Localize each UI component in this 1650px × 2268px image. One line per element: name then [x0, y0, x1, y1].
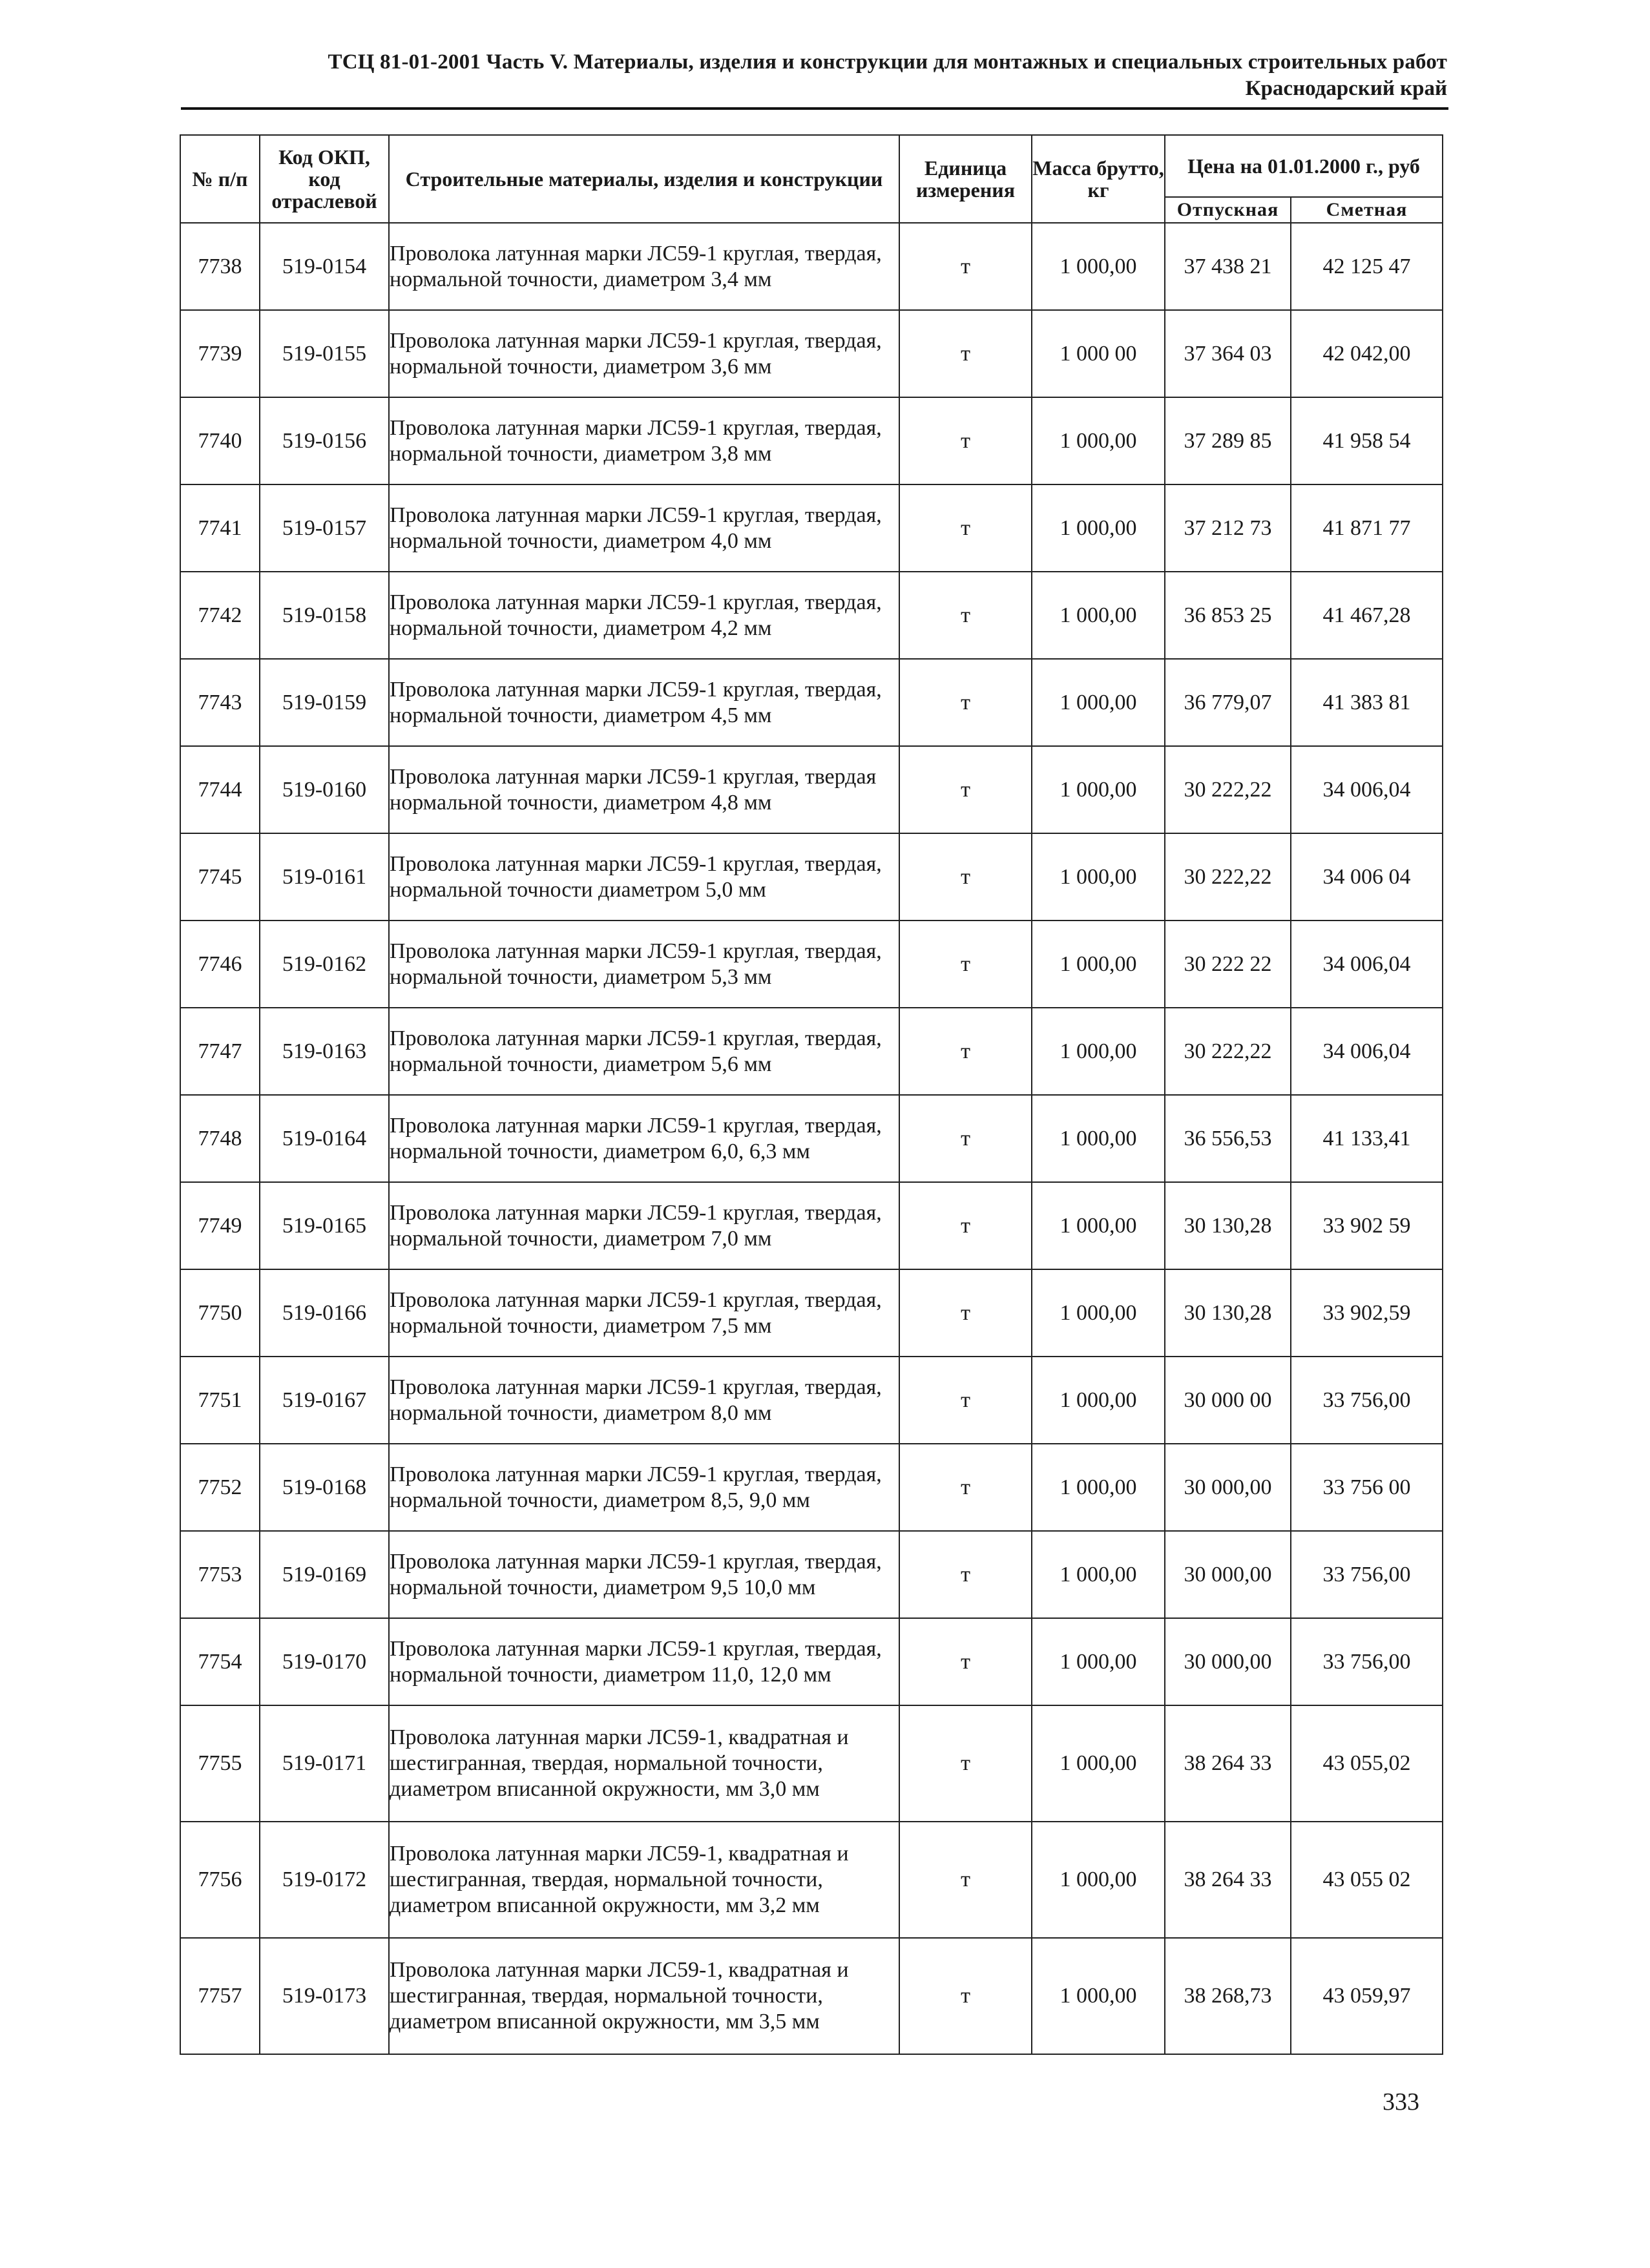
price-release: 30 130,28	[1165, 1269, 1291, 1357]
material-name: Проволока латунная марки ЛС59-1 круглая, твердая, нормальной точности, диаметром 7,5 мм	[389, 1269, 899, 1357]
table-row	[180, 1822, 1443, 1938]
okp-code: 519-0169	[260, 1531, 389, 1618]
row-number: 7738	[180, 223, 260, 310]
material-name: Проволока латунная марки ЛС59-1 круглая, твердая, нормальной точности, диаметром 9,5 10,0 мм	[389, 1531, 899, 1618]
material-name: Проволока латунная марки ЛС59-1 круглая, твердая, нормальной точности, диаметром 5,3 мм	[389, 921, 899, 1008]
material-name: Проволока латунная марки ЛС59-1 круглая, твердая, нормальной точности, диаметром 7,0 мм	[389, 1182, 899, 1269]
gross-mass: 1 000,00	[1032, 1357, 1165, 1444]
okp-code: 519-0170	[260, 1618, 389, 1705]
gross-mass: 1 000,00	[1032, 1531, 1165, 1618]
unit: т	[899, 1357, 1032, 1444]
row-number: 7741	[180, 484, 260, 572]
material-name: Проволока латунная марки ЛС59-1 круглая, твердая, нормальной точности, диаметром 8,5, 9,0 мм	[389, 1444, 899, 1531]
unit: т	[899, 1182, 1032, 1269]
price-estimate: 34 006,04	[1291, 746, 1443, 833]
okp-code: 519-0168	[260, 1444, 389, 1531]
price-estimate: 42 042,00	[1291, 310, 1443, 397]
material-name: Проволока латунная марки ЛС59-1 круглая, твердая, нормальной точности диаметром 5,0 мм	[389, 833, 899, 921]
price-release: 30 222,22	[1165, 746, 1291, 833]
price-release: 37 438 21	[1165, 223, 1291, 310]
material-name: Проволока латунная марки ЛС59-1, квадратная и шестигранная, твердая, нормальной точности, диаметром вписанной окружности, мм 3,5 мм	[389, 1938, 899, 2054]
material-name: Проволока латунная марки ЛС59-1 круглая, твердая, нормальной точности, диаметром 4,0 мм	[389, 484, 899, 572]
gross-mass: 1 000,00	[1032, 223, 1165, 310]
price-release: 30 222,22	[1165, 1008, 1291, 1095]
price-release: 36 556,53	[1165, 1095, 1291, 1182]
okp-code: 519-0162	[260, 921, 389, 1008]
material-name: Проволока латунная марки ЛС59-1 круглая, твердая, нормальной точности, диаметром 3,4 мм	[389, 223, 899, 310]
unit: т	[899, 659, 1032, 746]
unit: т	[899, 1705, 1032, 1822]
column-header-unit: Единица измерения	[899, 135, 1032, 223]
table-row	[180, 1531, 1443, 1618]
unit: т	[899, 1269, 1032, 1357]
price-estimate: 33 756,00	[1291, 1618, 1443, 1705]
material-name: Проволока латунная марки ЛС59-1 круглая, твердая, нормальной точности, диаметром 3,6 мм	[389, 310, 899, 397]
table-row	[180, 223, 1443, 310]
price-estimate: 33 756,00	[1291, 1531, 1443, 1618]
row-number: 7745	[180, 833, 260, 921]
table-row	[180, 1938, 1443, 2054]
price-release: 36 853 25	[1165, 572, 1291, 659]
gross-mass: 1 000,00	[1032, 484, 1165, 572]
table-row	[180, 1444, 1443, 1531]
unit: т	[899, 1822, 1032, 1938]
okp-code: 519-0161	[260, 833, 389, 921]
price-release: 37 212 73	[1165, 484, 1291, 572]
unit: т	[899, 1618, 1032, 1705]
unit: т	[899, 921, 1032, 1008]
column-header-code: Код ОКП, код отраслевой	[260, 135, 389, 223]
unit: т	[899, 1008, 1032, 1095]
page-header	[181, 50, 1447, 101]
gross-mass: 1 000,00	[1032, 746, 1165, 833]
row-number: 7740	[180, 397, 260, 484]
material-name: Проволока латунная марки ЛС59-1 круглая, твердая, нормальной точности, диаметром 5,6 мм	[389, 1008, 899, 1095]
unit: т	[899, 572, 1032, 659]
column-header-num: № п/п	[180, 135, 260, 223]
gross-mass: 1 000,00	[1032, 1008, 1165, 1095]
document-title: ТСЦ 81-01-2001 Часть V. Материалы, изделия и конструкции для монтажных и специальных строительных работ	[328, 50, 1447, 74]
price-estimate: 41 467,28	[1291, 572, 1443, 659]
price-release: 30 130,28	[1165, 1182, 1291, 1269]
price-release: 30 222 22	[1165, 921, 1291, 1008]
row-number: 7748	[180, 1095, 260, 1182]
gross-mass: 1 000,00	[1032, 1822, 1165, 1938]
price-estimate: 33 902,59	[1291, 1269, 1443, 1357]
table-row	[180, 572, 1443, 659]
okp-code: 519-0157	[260, 484, 389, 572]
price-table	[180, 134, 1443, 2055]
gross-mass: 1 000,00	[1032, 1938, 1165, 2054]
okp-code: 519-0166	[260, 1269, 389, 1357]
header-divider	[181, 107, 1448, 110]
row-number: 7753	[180, 1531, 260, 1618]
price-estimate: 41 958 54	[1291, 397, 1443, 484]
gross-mass: 1 000,00	[1032, 833, 1165, 921]
unit: т	[899, 1938, 1032, 2054]
row-number: 7754	[180, 1618, 260, 1705]
column-header-name: Строительные материалы, изделия и конструкции	[389, 135, 899, 223]
material-name: Проволока латунная марки ЛС59-1 круглая, твердая, нормальной точности, диаметром 4,2 мм	[389, 572, 899, 659]
row-number: 7757	[180, 1938, 260, 2054]
gross-mass: 1 000,00	[1032, 921, 1165, 1008]
okp-code: 519-0167	[260, 1357, 389, 1444]
price-release: 30 000,00	[1165, 1444, 1291, 1531]
price-release: 38 268,73	[1165, 1938, 1291, 2054]
table-row	[180, 921, 1443, 1008]
unit: т	[899, 484, 1032, 572]
price-release: 30 222,22	[1165, 833, 1291, 921]
table-row	[180, 1357, 1443, 1444]
gross-mass: 1 000,00	[1032, 572, 1165, 659]
table-row	[180, 1182, 1443, 1269]
column-header-price-estimate: Сметная	[1291, 197, 1443, 223]
table-row	[180, 1008, 1443, 1095]
material-name: Проволока латунная марки ЛС59-1 круглая, твердая, нормальной точности, диаметром 3,8 мм	[389, 397, 899, 484]
gross-mass: 1 000,00	[1032, 1095, 1165, 1182]
gross-mass: 1 000,00	[1032, 397, 1165, 484]
page-number: 333	[1383, 2088, 1419, 2116]
row-number: 7744	[180, 746, 260, 833]
price-release: 30 000,00	[1165, 1531, 1291, 1618]
row-number: 7752	[180, 1444, 260, 1531]
unit: т	[899, 397, 1032, 484]
material-name: Проволока латунная марки ЛС59-1 круглая, твердая, нормальной точности, диаметром 11,0, 12,0 мм	[389, 1618, 899, 1705]
price-estimate: 42 125 47	[1291, 223, 1443, 310]
material-name: Проволока латунная марки ЛС59-1, квадратная и шестигранная, твердая, нормальной точности, диаметром вписанной окружности, мм 3,2 мм	[389, 1822, 899, 1938]
table-row	[180, 659, 1443, 746]
okp-code: 519-0159	[260, 659, 389, 746]
row-number: 7750	[180, 1269, 260, 1357]
okp-code: 519-0155	[260, 310, 389, 397]
column-header-price-release: Отпускная	[1165, 197, 1291, 223]
row-number: 7749	[180, 1182, 260, 1269]
price-release: 38 264 33	[1165, 1822, 1291, 1938]
okp-code: 519-0173	[260, 1938, 389, 2054]
price-estimate: 34 006,04	[1291, 921, 1443, 1008]
column-header-mass: Масса брутто, кг	[1032, 135, 1165, 223]
price-estimate: 43 055 02	[1291, 1822, 1443, 1938]
material-name: Проволока латунная марки ЛС59-1 круглая, твердая нормальной точности, диаметром 4,8 мм	[389, 746, 899, 833]
table-row	[180, 1705, 1443, 1822]
table-row	[180, 1618, 1443, 1705]
price-estimate: 43 059,97	[1291, 1938, 1443, 2054]
okp-code: 519-0163	[260, 1008, 389, 1095]
price-estimate: 41 871 77	[1291, 484, 1443, 572]
row-number: 7755	[180, 1705, 260, 1822]
unit: т	[899, 310, 1032, 397]
row-number: 7739	[180, 310, 260, 397]
okp-code: 519-0154	[260, 223, 389, 310]
table-header	[180, 135, 1443, 223]
gross-mass: 1 000,00	[1032, 1705, 1165, 1822]
row-number: 7742	[180, 572, 260, 659]
price-estimate: 41 133,41	[1291, 1095, 1443, 1182]
price-release: 30 000,00	[1165, 1618, 1291, 1705]
okp-code: 519-0158	[260, 572, 389, 659]
price-release: 30 000 00	[1165, 1357, 1291, 1444]
row-number: 7747	[180, 1008, 260, 1095]
unit: т	[899, 223, 1032, 310]
table-row	[180, 1269, 1443, 1357]
gross-mass: 1 000,00	[1032, 659, 1165, 746]
price-release: 37 289 85	[1165, 397, 1291, 484]
unit: т	[899, 746, 1032, 833]
row-number: 7743	[180, 659, 260, 746]
price-estimate: 43 055,02	[1291, 1705, 1443, 1822]
okp-code: 519-0171	[260, 1705, 389, 1822]
gross-mass: 1 000,00	[1032, 1444, 1165, 1531]
unit: т	[899, 1095, 1032, 1182]
gross-mass: 1 000,00	[1032, 1269, 1165, 1357]
region-label: Краснодарский край	[1245, 77, 1447, 100]
material-name: Проволока латунная марки ЛС59-1 круглая, твердая, нормальной точности, диаметром 4,5 мм	[389, 659, 899, 746]
table-row	[180, 833, 1443, 921]
table-row	[180, 746, 1443, 833]
okp-code: 519-0156	[260, 397, 389, 484]
unit: т	[899, 1444, 1032, 1531]
row-number: 7756	[180, 1822, 260, 1938]
material-name: Проволока латунная марки ЛС59-1 круглая, твердая, нормальной точности, диаметром 6,0, 6,3 мм	[389, 1095, 899, 1182]
gross-mass: 1 000,00	[1032, 1182, 1165, 1269]
row-number: 7746	[180, 921, 260, 1008]
price-estimate: 33 756 00	[1291, 1444, 1443, 1531]
price-estimate: 41 383 81	[1291, 659, 1443, 746]
price-release: 38 264 33	[1165, 1705, 1291, 1822]
gross-mass: 1 000,00	[1032, 1618, 1165, 1705]
material-name: Проволока латунная марки ЛС59-1, квадратная и шестигранная, твердая, нормальной точности, диаметром вписанной окружности, мм 3,0 мм	[389, 1705, 899, 1822]
price-estimate: 34 006 04	[1291, 833, 1443, 921]
okp-code: 519-0164	[260, 1095, 389, 1182]
unit: т	[899, 1531, 1032, 1618]
okp-code: 519-0160	[260, 746, 389, 833]
column-header-price-group: Цена на 01.01.2000 г., руб	[1165, 135, 1443, 197]
unit: т	[899, 833, 1032, 921]
okp-code: 519-0165	[260, 1182, 389, 1269]
table-row	[180, 310, 1443, 397]
table-row	[180, 397, 1443, 484]
row-number: 7751	[180, 1357, 260, 1444]
table-row	[180, 1095, 1443, 1182]
price-estimate: 34 006,04	[1291, 1008, 1443, 1095]
price-estimate: 33 902 59	[1291, 1182, 1443, 1269]
table-row	[180, 484, 1443, 572]
table-body	[180, 223, 1443, 2054]
material-name: Проволока латунная марки ЛС59-1 круглая, твердая, нормальной точности, диаметром 8,0 мм	[389, 1357, 899, 1444]
price-release: 37 364 03	[1165, 310, 1291, 397]
price-release: 36 779,07	[1165, 659, 1291, 746]
price-estimate: 33 756,00	[1291, 1357, 1443, 1444]
gross-mass: 1 000 00	[1032, 310, 1165, 397]
okp-code: 519-0172	[260, 1822, 389, 1938]
